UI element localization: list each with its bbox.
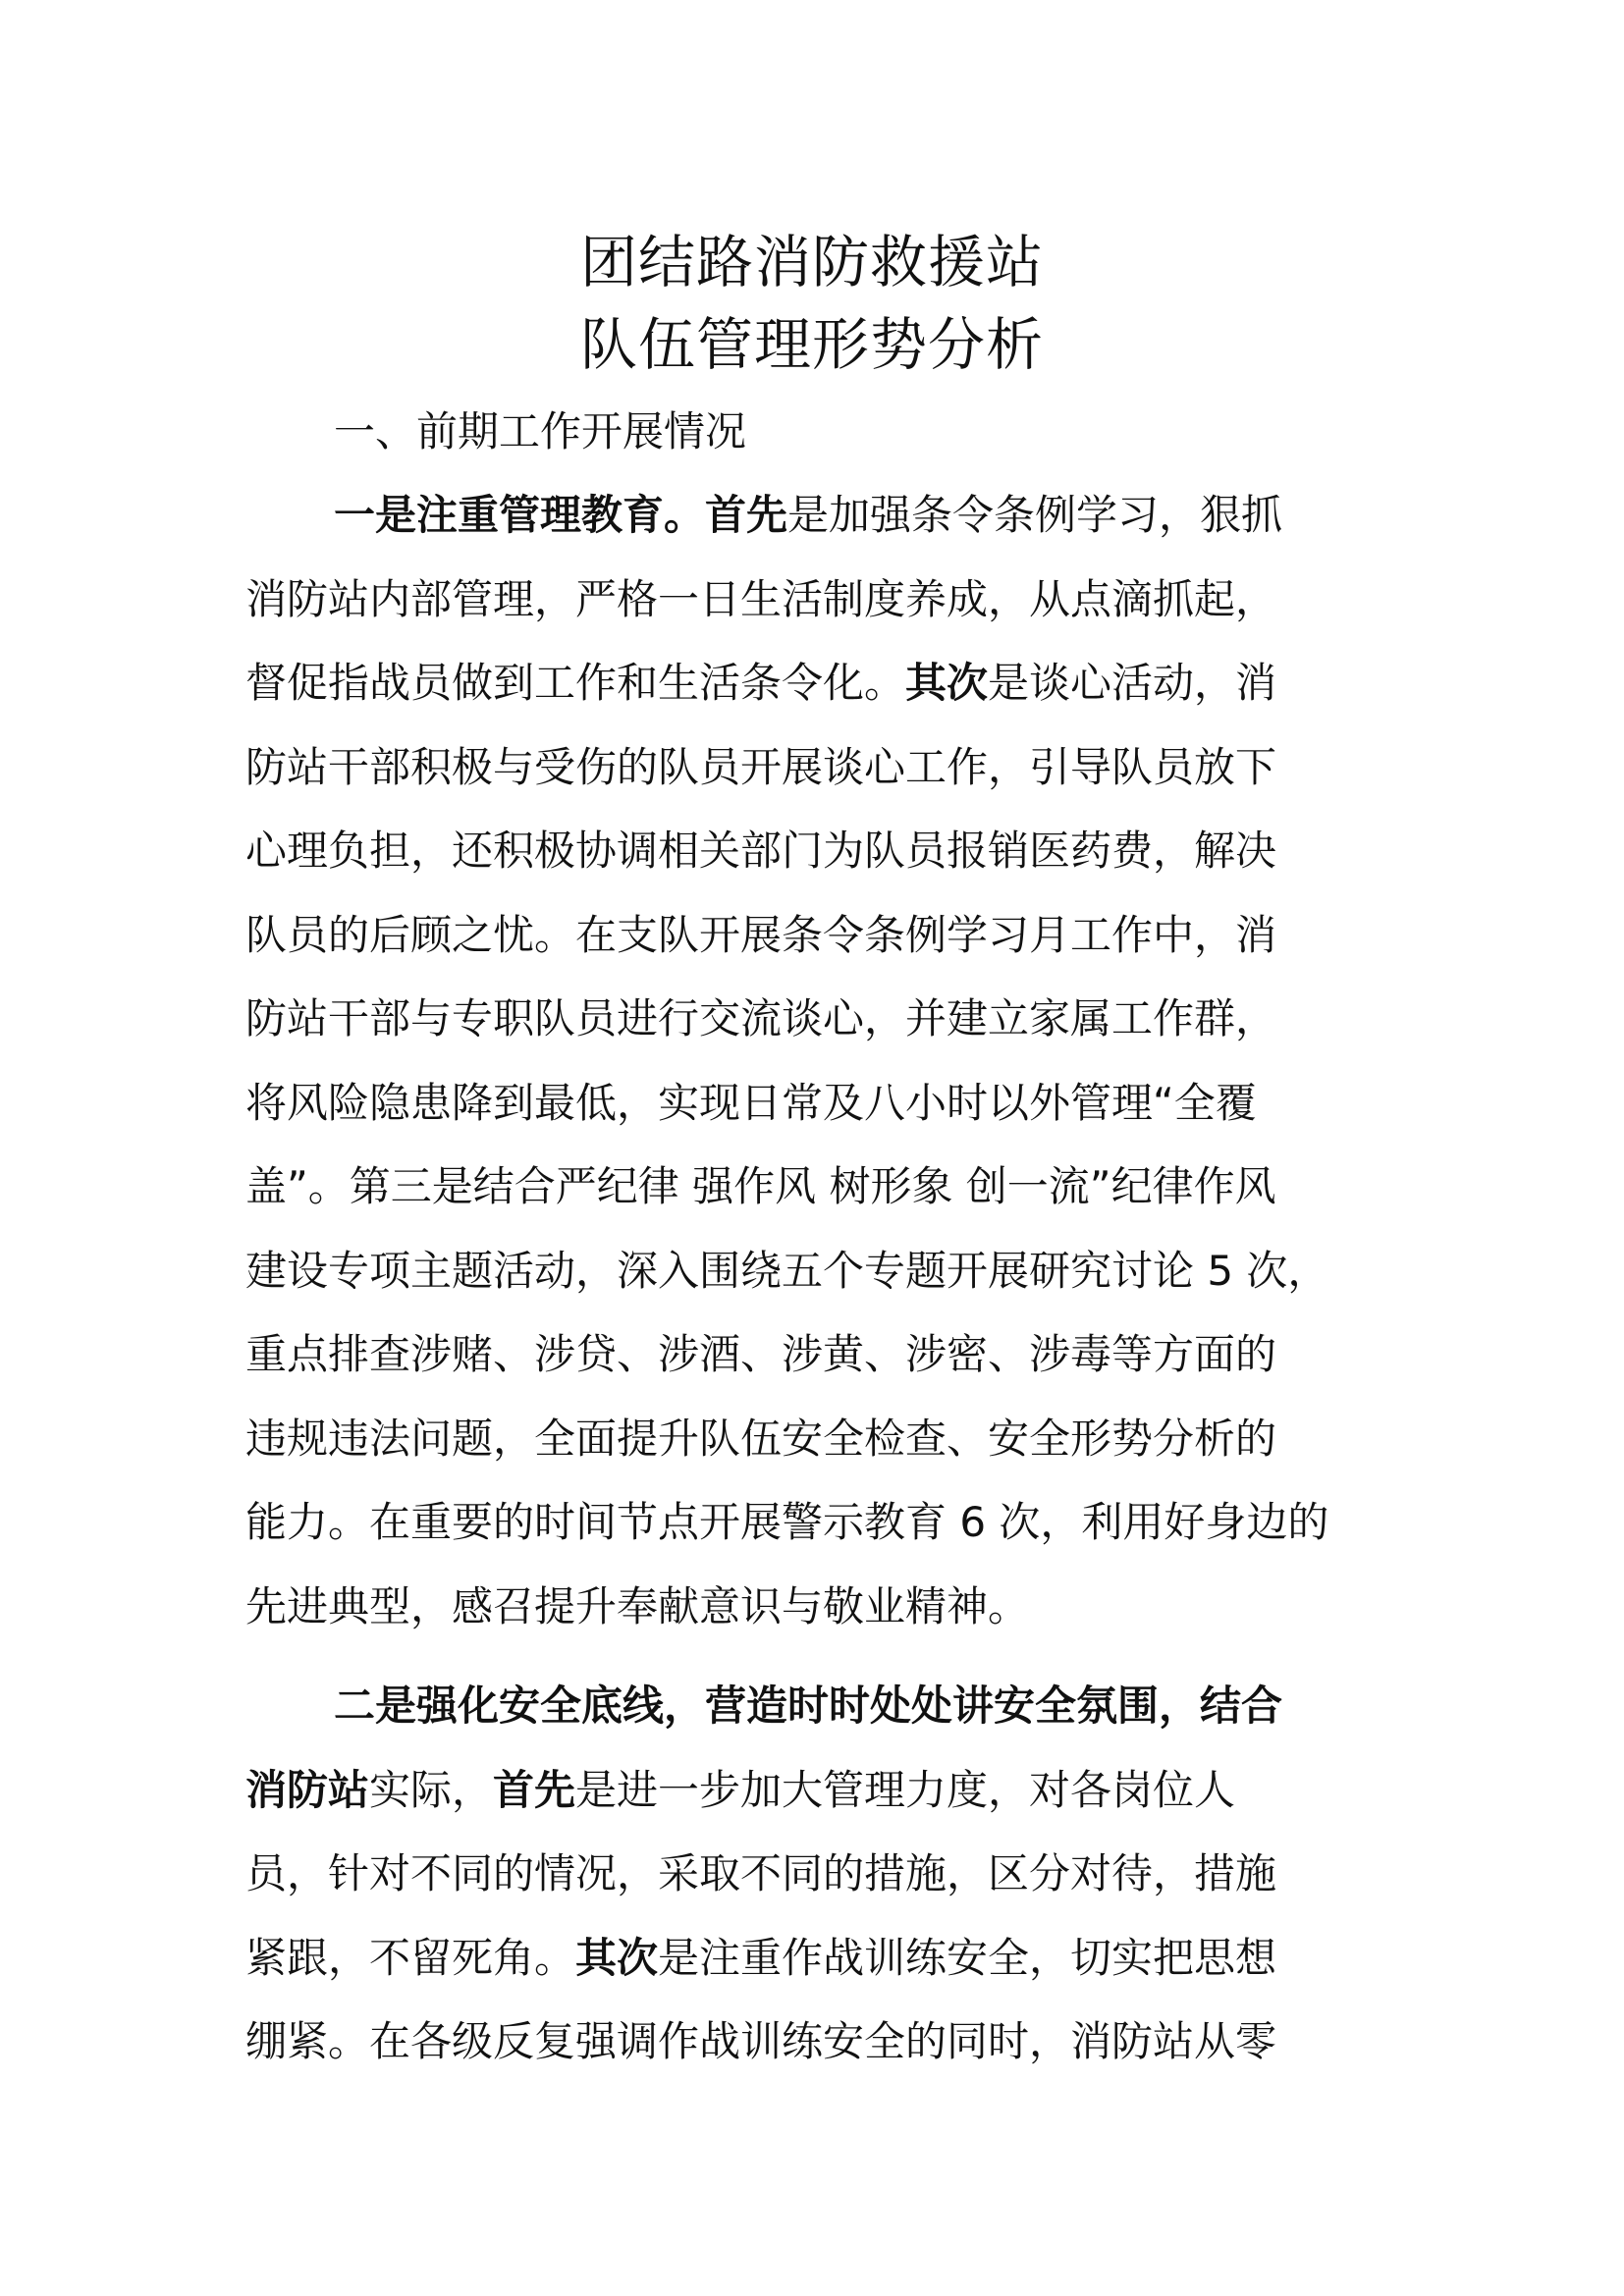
line-text: 队员的后顾之忧。在支队开展条令条例学习月工作中，消: [245, 911, 1277, 959]
paragraph-line: [245, 908, 1394, 963]
line-text: 防站干部与专职队员进行交流谈心，并建立家属工作群，: [245, 994, 1277, 1042]
paragraph-line: [245, 1327, 1394, 1382]
line-text: 是进一步加大管理力度，对各岗位人: [575, 1766, 1236, 1814]
line-text: 是谈心活动，消: [988, 659, 1277, 707]
paragraph-line: [245, 1931, 1394, 1986]
paragraph-line: [245, 1495, 1394, 1550]
paragraph-line: [245, 1159, 1394, 1214]
line-text: 是注重作战训练安全，切实把思想: [658, 1934, 1277, 1982]
bold-lead: 一是注重管理教育。首先: [334, 491, 788, 539]
line-text: 消防站内部管理，严格一日生活制度养成，从点滴抓起，: [245, 575, 1277, 623]
line-text: 将风险隐患降到最低，实现日常及八小时以外管理“全覆: [245, 1079, 1257, 1127]
paragraph-line: [245, 1244, 1394, 1299]
paragraph-line: [245, 1763, 1394, 1818]
line-text: 防站干部积极与受伤的队员开展谈心工作，引导队员放下: [245, 743, 1277, 791]
bold-lead: 二是强化安全底线，营造时时处处讲安全氛围，结合: [334, 1682, 1283, 1730]
line-text: 督促指战员做到工作和生活条令化。: [245, 659, 906, 707]
line-text: 实际，: [369, 1766, 494, 1814]
line-text: 建设专项主题活动，深入围绕五个专题开展研究讨论 5 次，: [245, 1247, 1329, 1295]
paragraph-line: [245, 572, 1394, 627]
paragraph-line: [245, 824, 1394, 879]
paragraph-line: [245, 656, 1394, 711]
paragraph-line: [245, 2014, 1394, 2069]
section-heading: 一、前期工作开展情况: [334, 407, 747, 455]
paragraph-line: [245, 1412, 1394, 1467]
document-title-line2: 队伍管理形势分析: [579, 311, 1044, 378]
paragraph-line: [245, 1846, 1394, 1901]
bold-lead: 消防站: [245, 1766, 370, 1814]
paragraph-line: [245, 1579, 1394, 1634]
document-title-line1: 团结路消防救援站: [579, 229, 1044, 295]
paragraph-line: [334, 1679, 1394, 1734]
bold-lead: 首先: [493, 1766, 576, 1814]
line-text: 重点排查涉赌、涉贷、涉酒、涉黄、涉密、涉毒等方面的: [245, 1330, 1277, 1378]
line-text: 能力。在重要的时间节点开展警示教育 6 次，利用好身边的: [245, 1498, 1329, 1546]
bold-lead: 其次: [905, 659, 989, 707]
paragraph-line: [245, 740, 1394, 795]
paragraph-line: [245, 1076, 1394, 1131]
line-text: 先进典型，感召提升奉献意识与敬业精神。: [245, 1582, 1030, 1630]
paragraph-line: [245, 991, 1394, 1046]
line-text: 心理负担，还积极协调相关部门为队员报销医药费，解决: [245, 827, 1277, 875]
line-text: 员，针对不同的情况，采取不同的措施，区分对待，措施: [245, 1849, 1277, 1897]
paragraph-line: [334, 488, 1394, 543]
line-text: 违规违法问题，全面提升队伍安全检查、安全形势分析的: [245, 1415, 1277, 1463]
line-text: 盖”。第三是结合严纪律 强作风 树形象 创一流”纪律作风: [245, 1162, 1276, 1210]
line-text: 是加强条令条例学习，狠抓: [787, 491, 1283, 539]
line-text: 绷紧。在各级反复强调作战训练安全的同时，消防站从零: [245, 2017, 1277, 2065]
bold-lead: 其次: [575, 1934, 659, 1982]
line-text: 紧跟，不留死角。: [245, 1934, 576, 1982]
